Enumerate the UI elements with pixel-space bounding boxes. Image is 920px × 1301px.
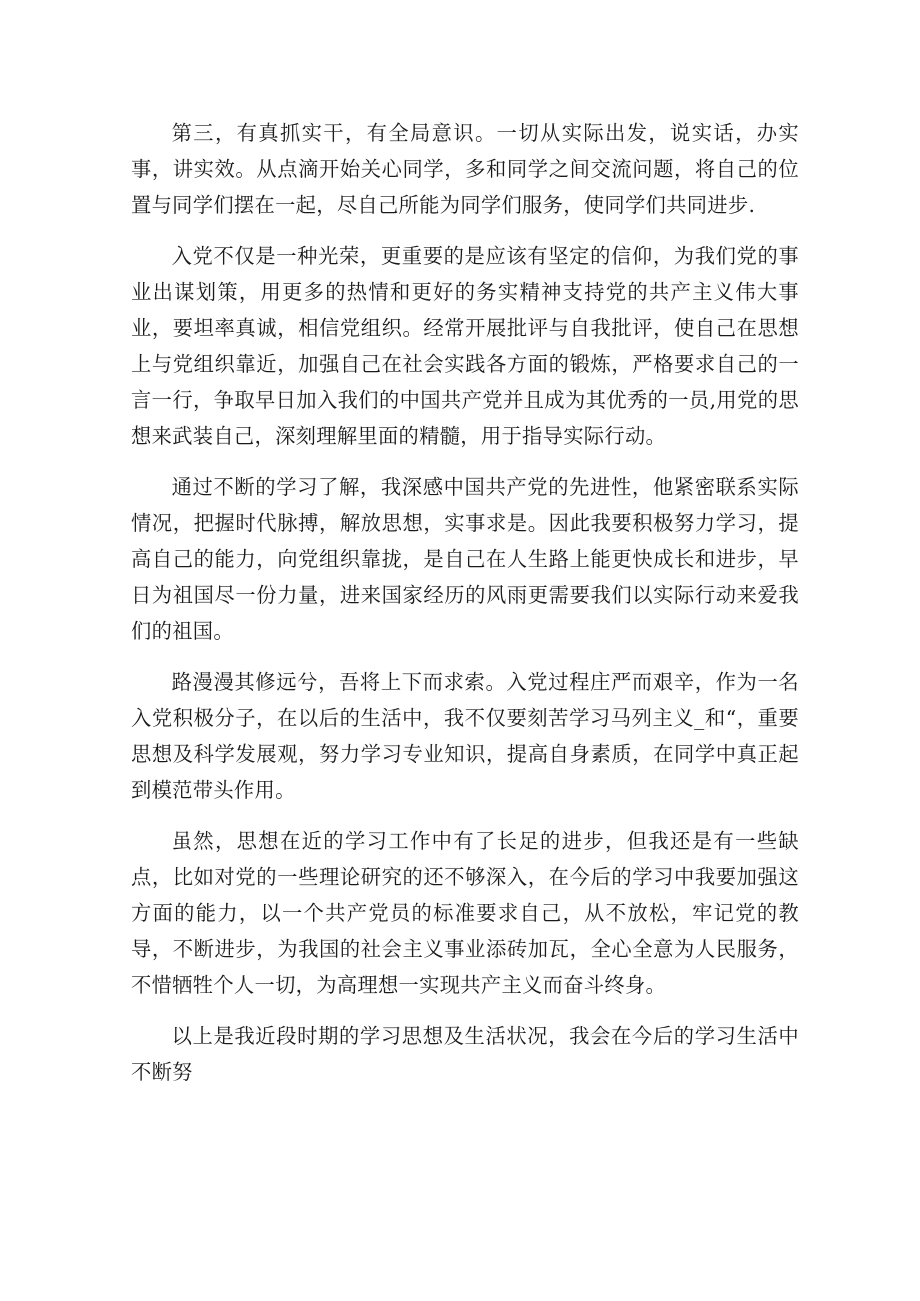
document-body [131,115,799,1105]
paragraph-6: 以上是我近段时期的学习思想及生活状况，我会在今后的学习生活中不断努 [131,1024,799,1084]
paragraph-1: 第三，有真抓实干，有全局意识。一切从实际出发，说实话，办实事，讲实效。从点滴开始关心同学，多和同学之间交流问题，将自己的位置与同学们摆在一起，尽自己所能为同学们服务，使同学们共同进步. [131,121,799,217]
paragraph-5: 虽然，思想在近的学习工作中有了长足的进步，但我还是有一些缺点，比如对党的一些理论研究的还不够深入，在今后的学习中我要加强这方面的能力，以一个共产党员的标准要求自己，从不放松，牢记党的教导，不断进步，为我国的社会主义事业添砖加瓦，全心全意为人民服务，不惜牺牲个人一切，为高理想一实现共产主义而奋斗终身。 [131,829,799,997]
paragraph-3: 通过不断的学习了解，我深感中国共产党的先进性，他紧密联系实际情况，把握时代脉搏，解放思想，实事求是。因此我要积极努力学习，提高自己的能力，向党组织靠拢，是自己在人生路上能更快成长和进步，早日为祖国尽一份力量，进来国家经历的风雨更需要我们以实际行动来爱我们的祖国。 [131,475,799,643]
paragraph-4: 路漫漫其修远兮，吾将上下而求索。入党过程庄严而艰辛，作为一名入党积极分子，在以后的生活中，我不仅要刻苦学习马列主义_和“，重要思想及科学发展观，努力学习专业知识，提高自身素质，在同学中真正起到模范带头作用。 [131,670,799,802]
paragraph-2: 入党不仅是一种光荣，更重要的是应该有坚定的信仰，为我们党的事业出谋划策，用更多的热情和更好的务实精神支持党的共产主义伟大事业，要坦率真诚，相信党组织。经常开展批评与自我批评，使自己在思想上与党组织靠近，加强自己在社会实践各方面的锻炼，严格要求自己的一言一行，争取早日加入我们的中国共产党并且成为其优秀的一员,用党的思想来武装自己，深刻理解里面的精髓，用于指导实际行动。 [131,244,799,448]
